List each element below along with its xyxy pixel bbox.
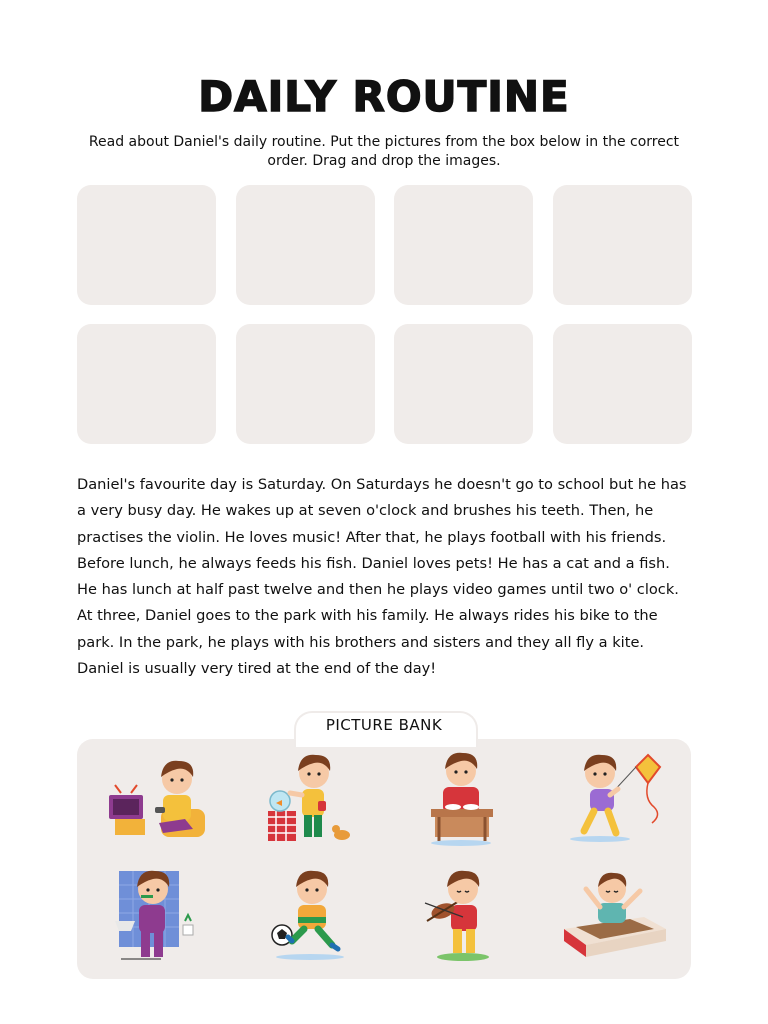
picture-bank-label: PICTURE BANK (325, 716, 443, 734)
drop-slot-1[interactable] (77, 185, 216, 305)
picture-playing-football[interactable] (238, 865, 386, 969)
drop-slot-6[interactable] (236, 324, 375, 444)
picture-bank (77, 739, 691, 979)
picture-brushing-teeth[interactable] (87, 865, 235, 969)
picture-flying-kite[interactable] (540, 749, 688, 853)
boy-playing-football-icon (252, 865, 372, 969)
boy-flying-kite-icon (554, 749, 674, 853)
drop-slot-3[interactable] (394, 185, 533, 305)
picture-eating-lunch[interactable] (389, 749, 537, 853)
picture-waking-up[interactable] (540, 865, 688, 969)
boy-waking-up-icon (554, 865, 674, 969)
drop-slot-5[interactable] (77, 324, 216, 444)
boy-brushing-teeth-icon (101, 865, 221, 969)
drop-slot-8[interactable] (553, 324, 692, 444)
boy-eating-lunch-icon (403, 749, 523, 853)
instructions: Read about Daniel's daily routine. Put the pictures from the box below in the correct order. Drag and drop the images. (88, 134, 680, 169)
story-text: Daniel's favourite day is Saturday. On Saturdays he doesn't go to school but he has a very busy day. He wakes up at seven o'clock and brushes his teeth. Then, he practises the violin. He loves music! After that, he plays football with his friends. Before lunch, he always feeds his fish. Daniel loves pets! He has a cat and a fish. He has lunch at half past twelve and then he plays video games until two o' clock. At three, Daniel goes to the park with his family. He always rides his bike to the park. In the park, he plays with his brothers and sisters and they all fly a kite. Daniel is usually very tired at the end of the day! (77, 476, 687, 678)
drop-zone-grid (77, 185, 691, 444)
drop-slot-2[interactable] (236, 185, 375, 305)
boy-feeding-fish-icon (252, 749, 372, 853)
page-title: DAILY ROUTINE (198, 72, 570, 121)
boy-playing-video-games-icon (101, 749, 221, 853)
drop-slot-7[interactable] (394, 324, 533, 444)
picture-feeding-fish[interactable] (238, 749, 386, 853)
boy-playing-violin-icon (403, 865, 523, 969)
picture-playing-violin[interactable] (389, 865, 537, 969)
picture-video-games[interactable] (87, 749, 235, 853)
drop-slot-4[interactable] (553, 185, 692, 305)
